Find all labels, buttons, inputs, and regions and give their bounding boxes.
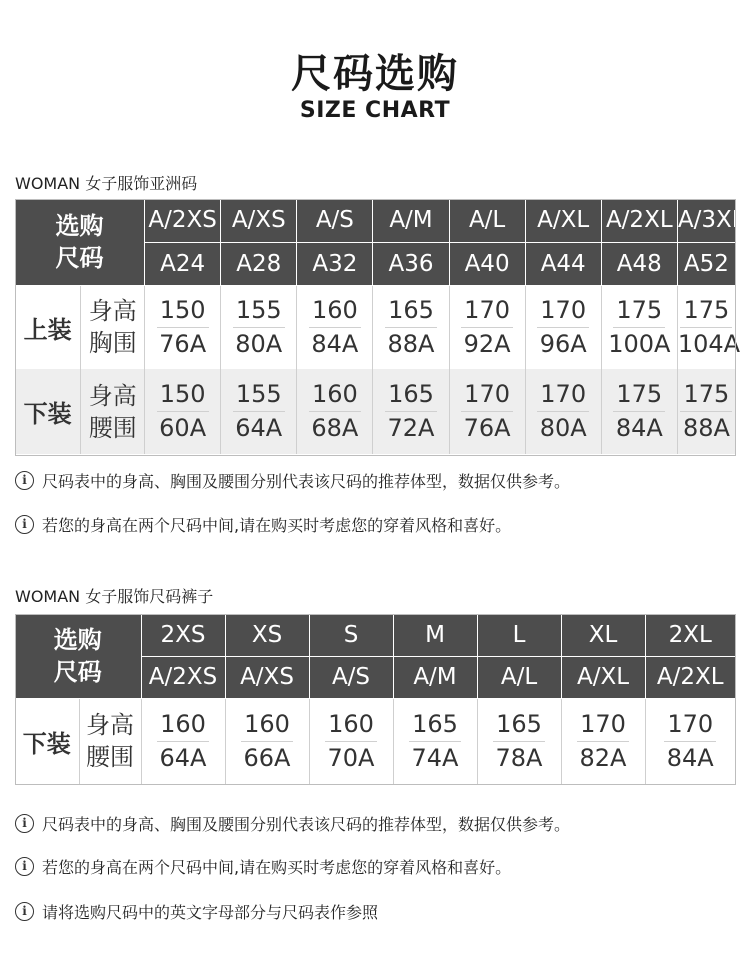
size-cell: 165 72A bbox=[373, 369, 449, 454]
size-header: 2XL bbox=[645, 614, 735, 656]
size-cell: 165 88A bbox=[373, 285, 449, 369]
size-cell: 170 82A bbox=[561, 698, 645, 784]
size-code: A44 bbox=[525, 242, 601, 285]
info-circle-icon: i bbox=[15, 471, 34, 490]
page-title: 尺码选购 bbox=[291, 51, 459, 97]
size-cell: 160 84A bbox=[297, 285, 373, 369]
size-code: A/XS bbox=[225, 656, 309, 698]
size-header: M bbox=[393, 614, 477, 656]
size-table-tops bbox=[15, 199, 745, 454]
size-header: A/XS bbox=[221, 199, 297, 242]
info-circle-icon: i bbox=[15, 902, 34, 921]
size-header: A/M bbox=[373, 199, 449, 242]
info-circle-icon: i bbox=[15, 814, 34, 833]
size-cell: 170 92A bbox=[449, 285, 525, 369]
size-cell: 150 76A bbox=[145, 285, 221, 369]
size-code: A/XL bbox=[561, 656, 645, 698]
size-code: A/L bbox=[477, 656, 561, 698]
note: i 尺码表中的身高、胸围及腰围分别代表该尺码的推荐体型，数据仅供参考。 bbox=[15, 812, 570, 835]
size-code: A32 bbox=[297, 242, 373, 285]
size-table-pants bbox=[15, 614, 735, 784]
size-cell: 170 84A bbox=[645, 698, 735, 784]
size-cell: 165 74A bbox=[393, 698, 477, 784]
size-cell: 160 68A bbox=[297, 369, 373, 454]
page-subtitle: SIZE CHART bbox=[299, 98, 451, 123]
table-corner-label: 选购 尺码 bbox=[15, 614, 141, 698]
size-cell: 160 64A bbox=[141, 698, 225, 784]
size-header: XL bbox=[561, 614, 645, 656]
measure-labels: 身高 腰围 bbox=[81, 369, 145, 454]
note: i 若您的身高在两个尺码中间,请在购买时考虑您的穿着风格和喜好。 bbox=[15, 855, 511, 878]
size-code: A/2XS bbox=[141, 656, 225, 698]
size-cell: 155 80A bbox=[221, 285, 297, 369]
size-code: A40 bbox=[449, 242, 525, 285]
note: i 尺码表中的身高、胸围及腰围分别代表该尺码的推荐体型，数据仅供参考。 bbox=[15, 469, 570, 492]
size-cell: 155 64A bbox=[221, 369, 297, 454]
size-code: A28 bbox=[221, 242, 297, 285]
size-header: A/2XL bbox=[601, 199, 677, 242]
size-cell: 170 96A bbox=[525, 285, 601, 369]
size-cell: 175 88A bbox=[677, 369, 735, 454]
size-cell: 160 70A bbox=[309, 698, 393, 784]
size-code: A/M bbox=[393, 656, 477, 698]
category-label: 下装 bbox=[15, 698, 79, 784]
table-corner-label: 选购 尺码 bbox=[15, 199, 145, 285]
note: i 若您的身高在两个尺码中间,请在购买时考虑您的穿着风格和喜好。 bbox=[15, 513, 511, 536]
measure-labels: 身高 腰围 bbox=[79, 698, 141, 784]
size-header: L bbox=[477, 614, 561, 656]
size-cell: 170 76A bbox=[449, 369, 525, 454]
size-code: A52 bbox=[677, 242, 735, 285]
size-code: A24 bbox=[145, 242, 221, 285]
size-code: A48 bbox=[601, 242, 677, 285]
info-circle-icon: i bbox=[15, 515, 34, 534]
size-cell: 150 60A bbox=[145, 369, 221, 454]
table-row-bottoms bbox=[15, 369, 735, 454]
size-header: A/3XL bbox=[677, 199, 735, 242]
size-cell: 175 100A bbox=[601, 285, 677, 369]
table1-title: WOMAN 女子服饰亚洲码 bbox=[15, 174, 198, 193]
size-cell: 170 80A bbox=[525, 369, 601, 454]
size-code: A/2XL bbox=[645, 656, 735, 698]
size-code: A/S bbox=[309, 656, 393, 698]
size-header: A/2XS bbox=[145, 199, 221, 242]
size-header: XS bbox=[225, 614, 309, 656]
size-header: A/L bbox=[449, 199, 525, 242]
info-circle-icon: i bbox=[15, 857, 34, 876]
table-row-tops bbox=[15, 285, 735, 369]
size-code: A36 bbox=[373, 242, 449, 285]
category-label: 下装 bbox=[15, 369, 81, 454]
size-header: A/S bbox=[297, 199, 373, 242]
category-label: 上装 bbox=[15, 285, 81, 369]
size-cell: 175 84A bbox=[601, 369, 677, 454]
note: i 请将选购尺码中的英文字母部分与尺码表作参照 bbox=[15, 900, 378, 923]
size-cell: 160 66A bbox=[225, 698, 309, 784]
measure-labels: 身高 胸围 bbox=[81, 285, 145, 369]
size-header: 2XS bbox=[141, 614, 225, 656]
size-cell: 165 78A bbox=[477, 698, 561, 784]
size-cell: 175 104A bbox=[677, 285, 735, 369]
size-header: A/XL bbox=[525, 199, 601, 242]
table-row-bottoms bbox=[15, 698, 735, 784]
table2-title: WOMAN 女子服饰尺码裤子 bbox=[15, 587, 214, 606]
size-header: S bbox=[309, 614, 393, 656]
